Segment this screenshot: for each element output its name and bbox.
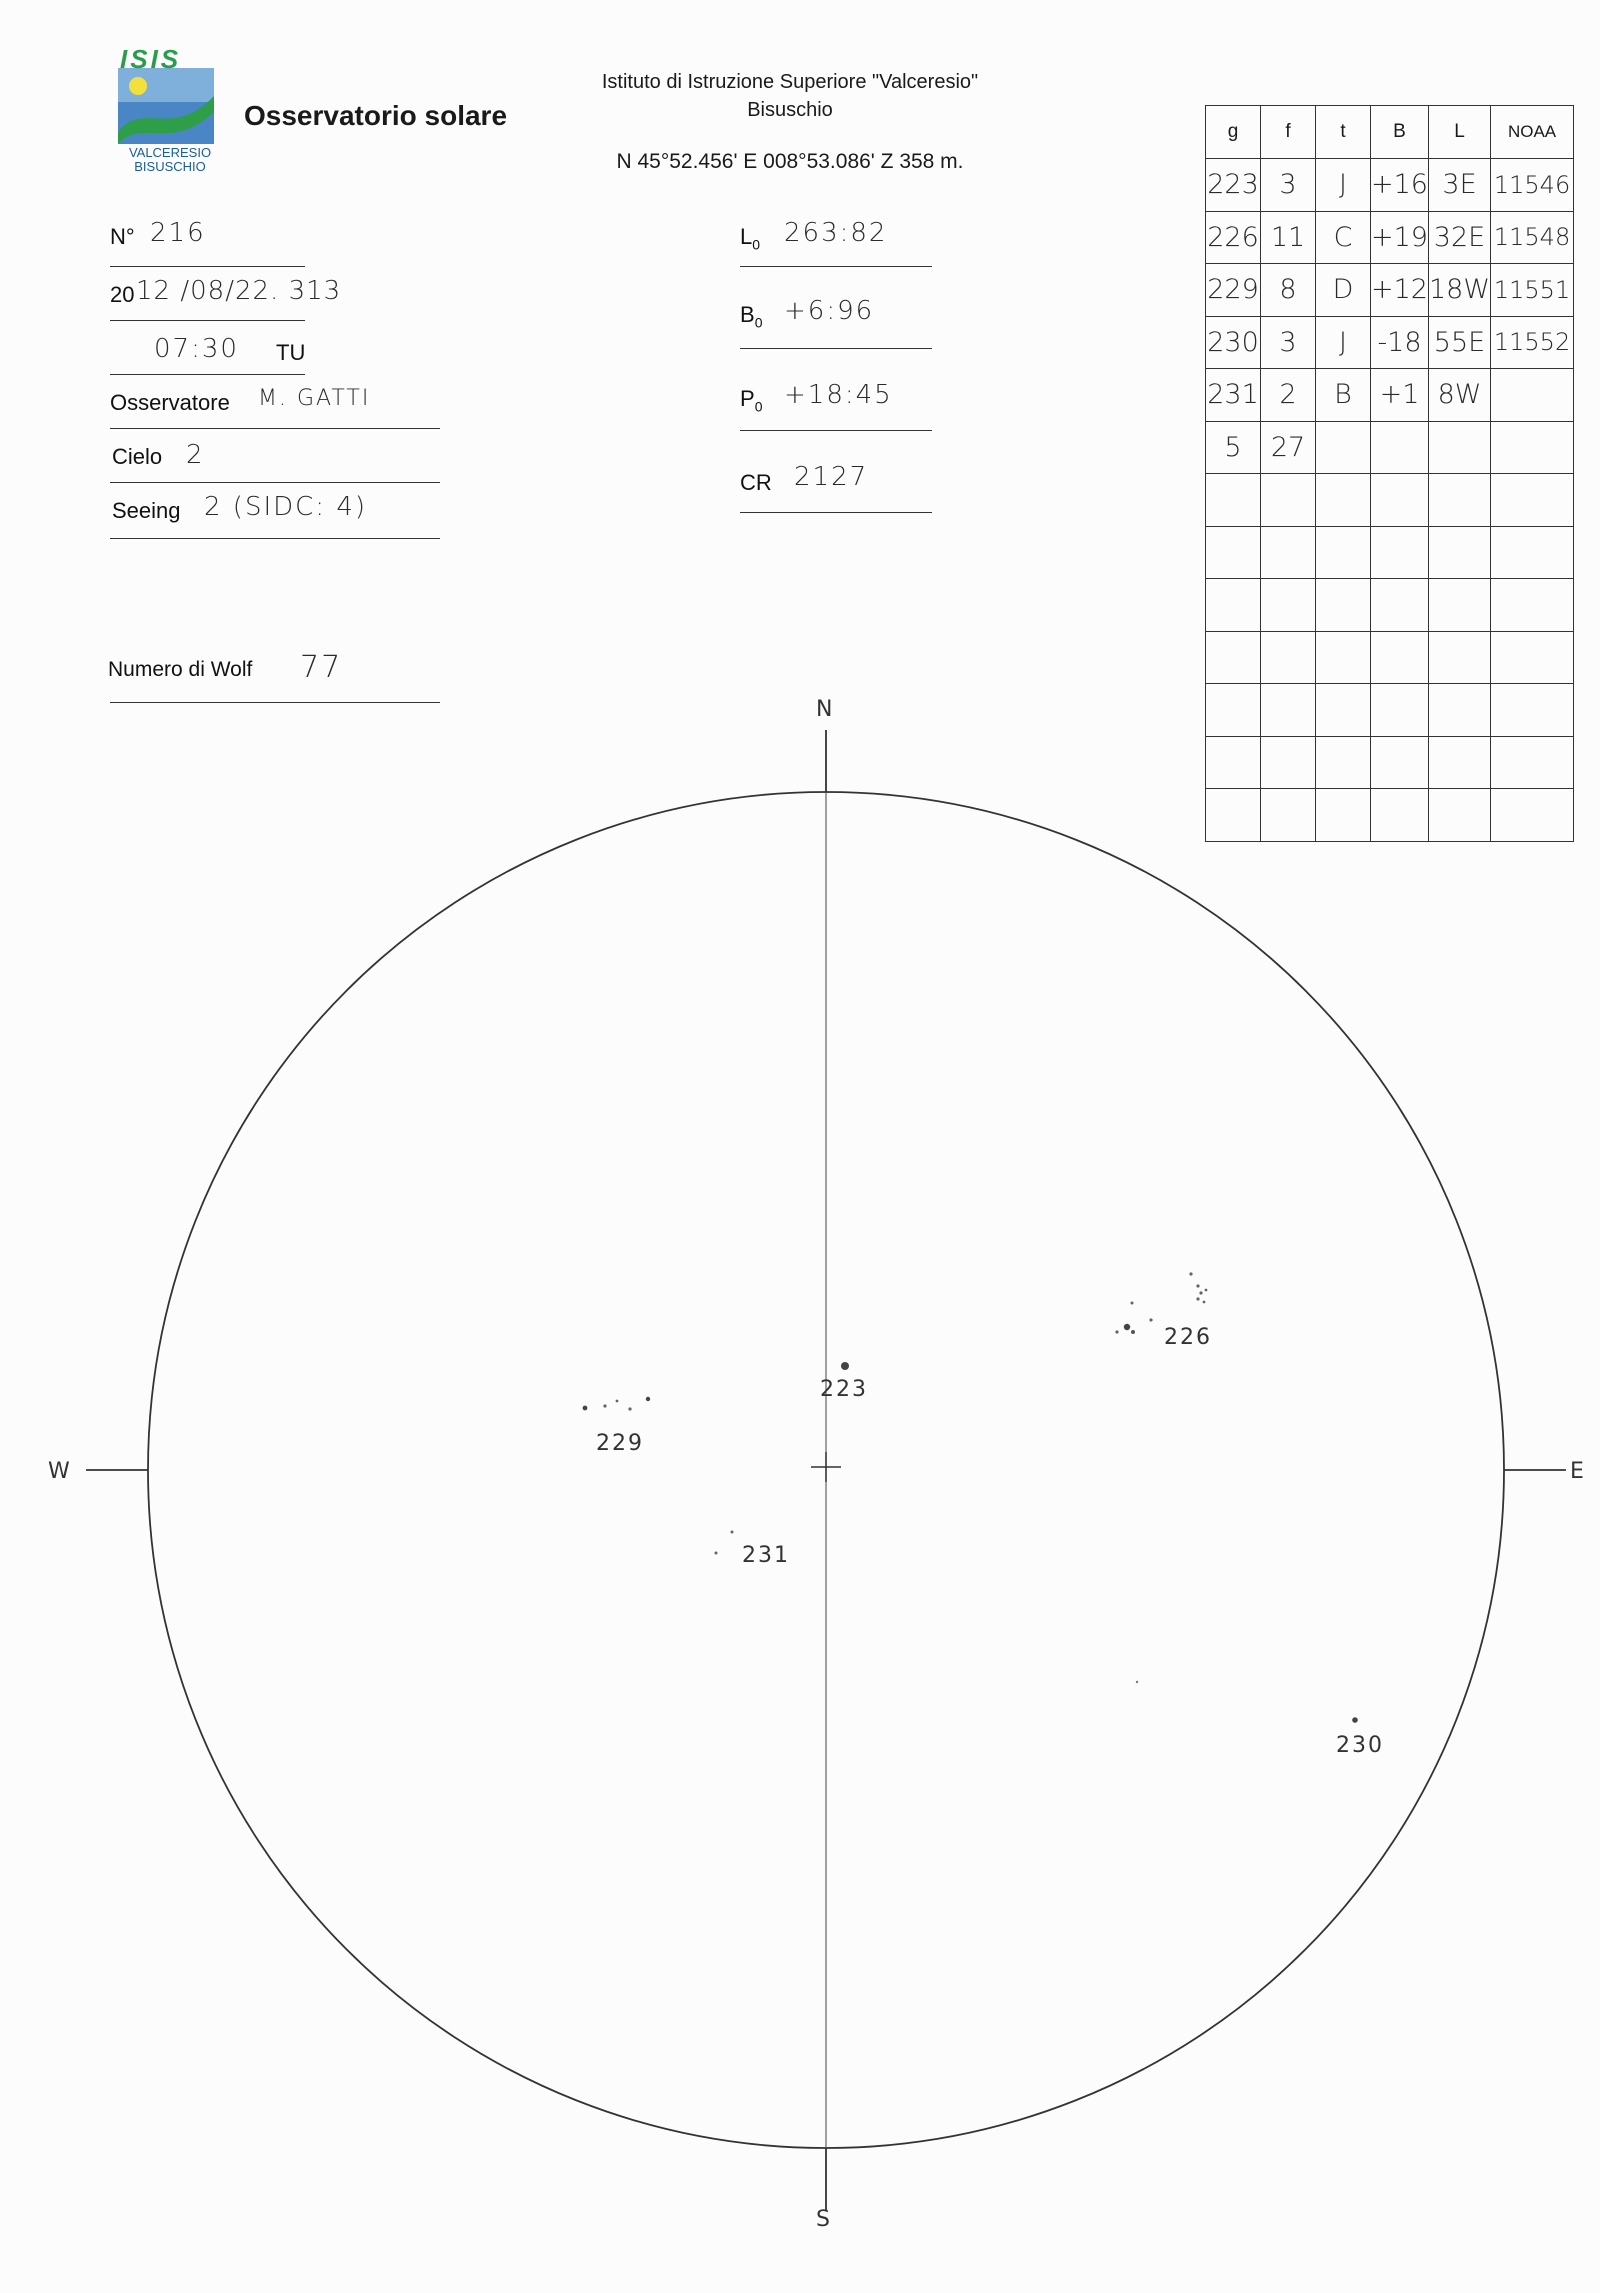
table-header-row: [1206, 106, 1574, 159]
table-cell: D: [1316, 264, 1371, 317]
group-label-223: 223: [820, 1377, 868, 1402]
seeing-underline: [110, 538, 440, 539]
north-label: N: [816, 697, 833, 722]
table-cell: [1371, 631, 1429, 684]
table-row: [1206, 369, 1574, 422]
logo-text: ISIS: [120, 44, 182, 74]
table-cell: 11551: [1491, 264, 1574, 317]
table-cell: [1491, 579, 1574, 632]
table-cell: [1491, 369, 1574, 422]
sunspot: [1352, 1717, 1358, 1723]
table-cell: [1261, 474, 1316, 527]
wolf-value: 77: [300, 650, 343, 685]
table-cell: [1428, 631, 1490, 684]
table-cell: [1316, 579, 1371, 632]
sunspot: [616, 1400, 619, 1403]
table-cell: 2: [1261, 369, 1316, 422]
table-cell: [1261, 631, 1316, 684]
table-row: [1206, 211, 1574, 264]
header-t: t: [1316, 106, 1371, 159]
time-value: 07:30: [154, 334, 239, 364]
number-underline: [110, 266, 305, 267]
table-cell: [1371, 526, 1429, 579]
sunspot: [1131, 1330, 1135, 1334]
table-cell: 5: [1206, 421, 1261, 474]
sunspot: [646, 1397, 650, 1401]
sunspot: [1205, 1289, 1208, 1292]
table-cell: 32E: [1428, 211, 1490, 264]
sky-label: Cielo: [112, 444, 163, 469]
sunspot: [1203, 1301, 1206, 1304]
p0-label: $P_0$: [740, 386, 763, 415]
sunspot-group-226: [1115, 1272, 1212, 1350]
table-cell: [1206, 579, 1261, 632]
header-g: g: [1206, 106, 1261, 159]
table-cell: [1428, 474, 1490, 527]
table-cell: [1206, 631, 1261, 684]
table-cell: 11: [1261, 211, 1316, 264]
table-cell: 3E: [1428, 159, 1490, 212]
table-cell: 8: [1261, 264, 1316, 317]
table-cell: J: [1316, 316, 1371, 369]
table-cell: [1428, 421, 1490, 474]
table-cell: [1428, 526, 1490, 579]
table-cell: [1491, 421, 1574, 474]
header-f: f: [1261, 106, 1316, 159]
table-cell: [1428, 579, 1490, 632]
observer-underline: [110, 428, 440, 429]
date-value: 12 /08/22. 313: [136, 276, 342, 306]
table-cell: [1491, 474, 1574, 527]
table-row: [1206, 631, 1574, 684]
cr-value: 2127: [794, 462, 869, 492]
table-cell: 230: [1206, 316, 1261, 369]
table-cell: [1491, 631, 1574, 684]
wolf-label: Numero di Wolf: [108, 658, 253, 681]
site-coordinates: N 45°52.456' E 008°53.086' Z 358 m.: [616, 150, 964, 173]
sunspot: [1149, 1318, 1152, 1321]
table-cell: [1316, 474, 1371, 527]
logo-subtitle: VALCERESIO BISUSCHIO: [128, 145, 212, 174]
table-row: [1206, 264, 1574, 317]
sunspot: [1196, 1284, 1199, 1287]
table-cell: 8W: [1428, 369, 1490, 422]
seeing-value: 2 (SIDC: 4): [204, 492, 368, 522]
table-cell: 3: [1261, 316, 1316, 369]
observatory-title: Osservatorio solare: [244, 100, 508, 131]
solar-disk-drawing: [0, 690, 1600, 2290]
table-cell: 229: [1206, 264, 1261, 317]
table-cell: 223: [1206, 159, 1261, 212]
group-label-226: 226: [1164, 1325, 1212, 1350]
sunspot: [1131, 1302, 1134, 1305]
l0-value: 263:82: [784, 218, 888, 248]
table-cell: B: [1316, 369, 1371, 422]
sky-underline: [110, 482, 440, 483]
table-cell: [1371, 421, 1429, 474]
sunspot: [841, 1362, 849, 1370]
sky-value: 2: [186, 440, 205, 470]
table-cell: +16: [1371, 159, 1429, 212]
table-cell: [1371, 474, 1429, 527]
number-value: 216: [150, 218, 206, 248]
group-label-230: 230: [1336, 1733, 1384, 1758]
header-l: L: [1428, 106, 1490, 159]
header-noaa: NOAA: [1491, 106, 1574, 159]
table-cell: [1206, 526, 1261, 579]
time-underline: [110, 374, 305, 375]
sunspot-group-223: [820, 1362, 868, 1402]
sunspot: [583, 1406, 588, 1411]
sunspot: [628, 1407, 631, 1410]
sunspot: [715, 1552, 718, 1555]
sunspot: [603, 1404, 606, 1407]
west-label: W: [48, 1459, 70, 1484]
table-cell: [1261, 579, 1316, 632]
group-label-231: 231: [742, 1543, 790, 1568]
table-cell: 11548: [1491, 211, 1574, 264]
date-underline: [110, 320, 305, 321]
number-label: N°: [110, 224, 135, 249]
table-cell: [1371, 579, 1429, 632]
table-cell: [1316, 631, 1371, 684]
seeing-label: Seeing: [112, 498, 181, 523]
table-cell: +12: [1371, 264, 1429, 317]
table-cell: [1491, 526, 1574, 579]
table-cell: 27: [1261, 421, 1316, 474]
table-cell: +1: [1371, 369, 1429, 422]
table-cell: -18: [1371, 316, 1429, 369]
table-row: [1206, 579, 1574, 632]
time-unit: TU: [276, 340, 306, 365]
sunspot: [1115, 1330, 1118, 1333]
sunspot: [1196, 1297, 1199, 1300]
b0-value: +6:96: [784, 296, 875, 326]
table-cell: +19: [1371, 211, 1429, 264]
table-cell: [1316, 526, 1371, 579]
date-prefix: 20: [110, 282, 135, 307]
l0-label: $L_0$: [740, 224, 761, 253]
sunspot: [1124, 1324, 1130, 1330]
sunspot-group-229: [583, 1397, 651, 1456]
table-cell: [1261, 526, 1316, 579]
table-cell: [1206, 474, 1261, 527]
group-label-229: 229: [596, 1431, 644, 1456]
table-cell: 18W: [1428, 264, 1490, 317]
table-row: [1206, 526, 1574, 579]
table-cell: 231: [1206, 369, 1261, 422]
table-row: [1206, 159, 1574, 212]
institute-header: [560, 68, 1020, 124]
header-b: B: [1371, 106, 1429, 159]
cr-label: CR: [740, 470, 772, 495]
institute-town: Bisuschio: [747, 99, 833, 121]
table-row: [1206, 316, 1574, 369]
sunspot-group-230: [1136, 1681, 1384, 1758]
observer-label: Osservatore: [110, 390, 230, 415]
b0-label: $B_0$: [740, 302, 763, 331]
sunspot-group-231: [715, 1531, 791, 1569]
observer-value: M. GATTI: [258, 386, 371, 411]
institute-name: Istituto di Istruzione Superiore "Valceresio": [601, 71, 979, 93]
table-cell: 11552: [1491, 316, 1574, 369]
sunspot: [731, 1531, 734, 1534]
table-cell: [1316, 421, 1371, 474]
p0-underline: [740, 430, 932, 431]
table-row: [1206, 421, 1574, 474]
sunspot: [1199, 1291, 1202, 1294]
table-row: [1206, 474, 1574, 527]
b0-underline: [740, 348, 932, 349]
table-cell: 11546: [1491, 159, 1574, 212]
table-cell: J: [1316, 159, 1371, 212]
sunspot: [1136, 1681, 1138, 1683]
cr-underline: [740, 512, 932, 513]
table-cell: C: [1316, 211, 1371, 264]
sunspot: [1189, 1272, 1192, 1275]
table-cell: 3: [1261, 159, 1316, 212]
table-cell: 55E: [1428, 316, 1490, 369]
table-cell: 226: [1206, 211, 1261, 264]
south-label: S: [816, 2207, 830, 2232]
l0-underline: [740, 266, 932, 267]
east-label: E: [1570, 1459, 1584, 1484]
p0-value: +18:45: [784, 380, 893, 410]
